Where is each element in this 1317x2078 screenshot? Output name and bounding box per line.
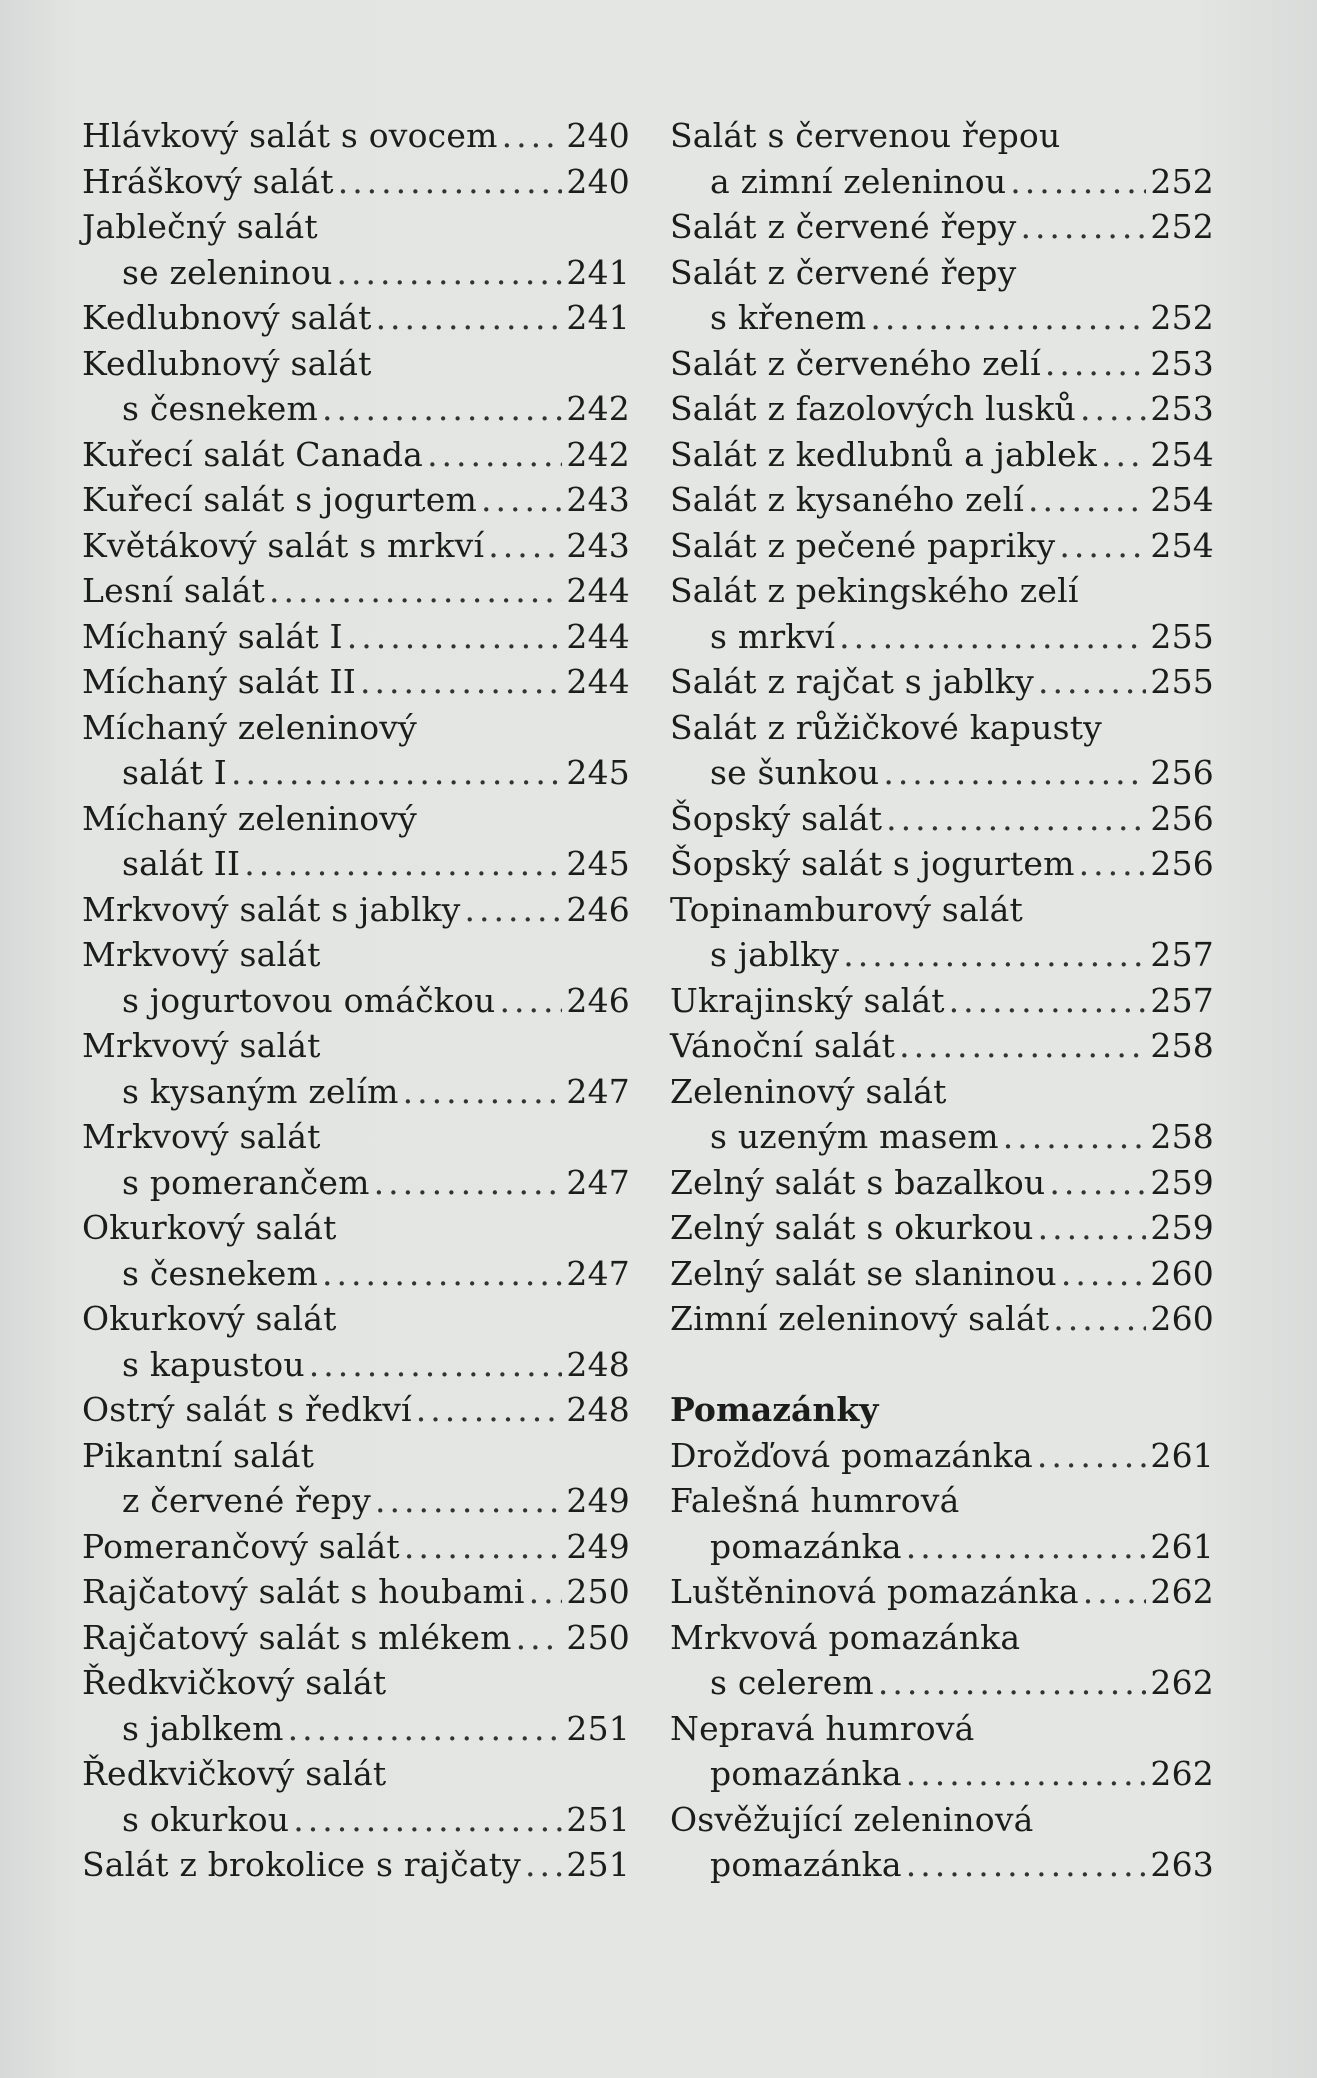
dot-leader bbox=[1020, 204, 1146, 250]
entry-title: Osvěžující zeleninová bbox=[670, 1799, 1034, 1839]
index-entry-line bbox=[82, 113, 630, 159]
index-entry-line bbox=[82, 1569, 630, 1615]
dot-leader bbox=[525, 1842, 562, 1888]
page-number: 243 bbox=[566, 525, 630, 565]
entry-title: Pikantní salát bbox=[82, 1435, 315, 1475]
page-number: 260 bbox=[1150, 1299, 1214, 1338]
entry-title: Salát z brokolice s rajčaty bbox=[82, 1845, 521, 1884]
index-column-left bbox=[82, 113, 630, 1888]
page-number: 242 bbox=[566, 434, 630, 474]
dot-leader bbox=[488, 523, 562, 569]
page-number: 241 bbox=[566, 298, 630, 337]
entry-title: Rajčatový salát s houbami bbox=[82, 1572, 525, 1611]
entry-title: Salát z kysaného zelí bbox=[670, 480, 1025, 519]
entry-title: Okurkový salát bbox=[82, 1299, 337, 1338]
page-number: 261 bbox=[1150, 1435, 1214, 1475]
dot-leader bbox=[376, 295, 563, 341]
entry-title: s mrkví bbox=[710, 616, 836, 656]
index-entry-line bbox=[82, 1342, 630, 1388]
index-entry-line bbox=[670, 1660, 1214, 1706]
index-entry-line bbox=[82, 386, 630, 432]
entry-title: Květákový salát s mrkví bbox=[82, 525, 485, 565]
entry-title: Drožďová pomazánka bbox=[670, 1435, 1033, 1475]
page-number: 263 bbox=[1150, 1845, 1214, 1884]
page-number: 253 bbox=[1150, 389, 1214, 428]
index-entry-line bbox=[82, 1660, 630, 1706]
index-entry-line bbox=[82, 1387, 630, 1433]
entry-title: Topinamburový salát bbox=[670, 889, 1023, 929]
index-entry-line bbox=[82, 841, 630, 887]
dot-leader bbox=[416, 1387, 563, 1433]
entry-title: s česnekem bbox=[122, 389, 318, 428]
page-number: 254 bbox=[1150, 434, 1214, 474]
entry-title: a zimní zeleninou bbox=[710, 161, 1007, 201]
dot-leader bbox=[322, 386, 562, 432]
entry-title: Salát z kedlubnů a jablek bbox=[670, 434, 1097, 474]
page-number: 248 bbox=[566, 1390, 630, 1429]
entry-title: Míchaný zeleninový bbox=[82, 798, 417, 838]
entry-title: Zeleninový salát bbox=[670, 1071, 947, 1111]
dot-leader bbox=[886, 796, 1146, 842]
dot-leader bbox=[427, 432, 562, 478]
entry-title: Šopský salát bbox=[670, 798, 883, 838]
dot-leader bbox=[1083, 1569, 1147, 1615]
entry-title: Okurkový salát bbox=[82, 1208, 337, 1247]
index-entry-line bbox=[82, 1797, 630, 1843]
dot-leader bbox=[843, 932, 1146, 978]
dot-leader bbox=[375, 1478, 562, 1524]
page-number: 251 bbox=[566, 1708, 630, 1748]
dot-leader bbox=[293, 1797, 562, 1843]
page-number: 262 bbox=[1150, 1754, 1214, 1793]
entry-title: s okurkou bbox=[122, 1799, 290, 1839]
index-entry-line bbox=[670, 1251, 1214, 1297]
entry-title: Salát z červené řepy bbox=[670, 252, 1017, 292]
page-number: 256 bbox=[1150, 844, 1214, 883]
index-entry-line bbox=[82, 159, 630, 205]
index-entry-line bbox=[670, 386, 1214, 432]
index-entry-line bbox=[670, 295, 1214, 341]
index-entry-line bbox=[670, 341, 1214, 387]
entry-title: Kuřecí salát s jogurtem bbox=[82, 480, 477, 519]
index-entry-line bbox=[82, 1706, 630, 1752]
page-number: 260 bbox=[1150, 1253, 1214, 1293]
entry-title: Mrkvový salát bbox=[82, 1026, 321, 1065]
page-number: 246 bbox=[566, 980, 630, 1020]
entry-title: s jablky bbox=[710, 935, 840, 974]
page-number: 242 bbox=[566, 389, 630, 428]
dot-leader bbox=[1028, 477, 1146, 523]
page-number: 258 bbox=[1150, 1026, 1214, 1065]
index-entry-line bbox=[82, 477, 630, 523]
dot-leader bbox=[870, 295, 1146, 341]
entry-title: Mrkvová pomazánka bbox=[670, 1617, 1021, 1657]
dot-leader bbox=[516, 1615, 563, 1661]
index-entry-line bbox=[82, 887, 630, 933]
index-entry-line bbox=[670, 568, 1214, 614]
dot-leader bbox=[322, 1251, 562, 1297]
entry-title: Nepravá humrová bbox=[670, 1708, 975, 1748]
dot-leader bbox=[949, 978, 1147, 1024]
page-number: 259 bbox=[1150, 1162, 1214, 1202]
entry-title: Zelný salát se slaninou bbox=[670, 1253, 1057, 1293]
dot-leader bbox=[1061, 1251, 1147, 1297]
index-entry-line bbox=[670, 978, 1214, 1024]
dot-leader bbox=[288, 1706, 563, 1752]
page-number: 249 bbox=[566, 1526, 630, 1566]
page-number: 245 bbox=[566, 844, 630, 883]
entry-title: s pomerančem bbox=[122, 1162, 370, 1202]
entry-title: Mrkvový salát bbox=[82, 1117, 321, 1156]
index-entry-line bbox=[670, 1615, 1214, 1661]
section-entries bbox=[670, 1433, 1214, 1888]
page-number: 249 bbox=[566, 1481, 630, 1520]
page-number: 246 bbox=[566, 889, 630, 929]
index-entry-line bbox=[670, 1296, 1214, 1342]
index-entry-line bbox=[670, 1751, 1214, 1797]
dot-leader bbox=[883, 750, 1146, 796]
index-entry-line bbox=[82, 796, 630, 842]
index-entry-line bbox=[670, 159, 1214, 205]
page-number: 247 bbox=[566, 1162, 630, 1202]
index-entry-line bbox=[670, 614, 1214, 660]
index-entry-line bbox=[670, 1797, 1214, 1843]
index-entry-line bbox=[82, 705, 630, 751]
page-number: 245 bbox=[566, 753, 630, 792]
entry-title: Salát z fazolových lusků bbox=[670, 389, 1077, 428]
index-entry-line bbox=[670, 1706, 1214, 1752]
index-entry-line bbox=[670, 113, 1214, 159]
index-entry-line bbox=[82, 568, 630, 614]
entry-title: Kedlubnový salát bbox=[82, 343, 372, 383]
entry-title: Míchaný salát II bbox=[82, 662, 356, 701]
entry-title: se zeleninou bbox=[122, 252, 333, 292]
dot-leader bbox=[500, 978, 563, 1024]
entry-title: pomazánka bbox=[710, 1754, 902, 1793]
dot-leader bbox=[337, 250, 563, 296]
index-entry-line bbox=[670, 750, 1214, 796]
page-number: 262 bbox=[1150, 1572, 1214, 1611]
index-entry-line bbox=[82, 1478, 630, 1524]
page-number: 240 bbox=[566, 161, 630, 201]
entry-title: s česnekem bbox=[122, 1253, 318, 1293]
dot-leader bbox=[906, 1842, 1147, 1888]
index-entry-line bbox=[82, 1160, 630, 1206]
page-number: 262 bbox=[1150, 1663, 1214, 1702]
page-number: 251 bbox=[566, 1799, 630, 1839]
index-entry-line bbox=[670, 523, 1214, 569]
index-entry-line bbox=[670, 659, 1214, 705]
entry-title: Hlávkový salát s ovocem bbox=[82, 116, 498, 155]
index-entry-line bbox=[82, 250, 630, 296]
page-number: 257 bbox=[1150, 980, 1214, 1020]
entry-title: Kuřecí salát Canada bbox=[82, 434, 424, 474]
page-number: 244 bbox=[566, 571, 630, 610]
entry-title: salát II bbox=[122, 844, 241, 883]
index-entry-line bbox=[82, 614, 630, 660]
index-entry-line bbox=[670, 1842, 1214, 1888]
index-entry-line bbox=[82, 750, 630, 796]
page-number: 250 bbox=[566, 1572, 630, 1611]
entry-title: Ukrajinský salát bbox=[670, 980, 945, 1020]
page-number: 252 bbox=[1150, 298, 1214, 337]
entry-title: Mrkvový salát bbox=[82, 935, 321, 974]
index-entry-line bbox=[670, 1069, 1214, 1115]
dot-leader bbox=[374, 1160, 563, 1206]
index-entry-line bbox=[670, 1478, 1214, 1524]
page-number: 253 bbox=[1150, 343, 1214, 383]
page-number: 252 bbox=[1150, 207, 1214, 246]
index-entry-line bbox=[82, 1023, 630, 1069]
dot-leader bbox=[347, 614, 563, 660]
entry-title: s uzeným masem bbox=[710, 1117, 999, 1156]
index-entry-line bbox=[670, 1160, 1214, 1206]
entry-title: Jablečný salát bbox=[82, 207, 318, 246]
page-number: 255 bbox=[1150, 616, 1214, 656]
dot-leader bbox=[481, 477, 562, 523]
dot-leader bbox=[360, 659, 562, 705]
entry-title: s jablkem bbox=[122, 1708, 284, 1748]
entry-title: Ředkvičkový salát bbox=[82, 1754, 387, 1793]
entry-title: Kedlubnový salát bbox=[82, 298, 372, 337]
dot-leader bbox=[404, 1524, 563, 1570]
dot-leader bbox=[1037, 1433, 1147, 1479]
index-entry-line bbox=[82, 1842, 630, 1888]
index-entry-line bbox=[82, 1524, 630, 1570]
index-entry-line bbox=[82, 1615, 630, 1661]
dot-leader bbox=[403, 1069, 563, 1115]
right-entries bbox=[670, 113, 1214, 1342]
index-entry-line bbox=[82, 523, 630, 569]
dot-leader bbox=[1080, 386, 1146, 432]
dot-leader bbox=[906, 1751, 1147, 1797]
index-entry-line bbox=[670, 1433, 1214, 1479]
entry-title: Rajčatový salát s mlékem bbox=[82, 1617, 512, 1657]
dot-leader bbox=[1053, 1296, 1146, 1342]
entry-title: Salát z pečené papriky bbox=[670, 525, 1056, 565]
index-entry-line bbox=[670, 1569, 1214, 1615]
entry-title: z červené řepy bbox=[122, 1481, 371, 1520]
index-entry-line bbox=[82, 932, 630, 978]
entry-title: Zelný salát s bazalkou bbox=[670, 1162, 1046, 1202]
page-number: 244 bbox=[566, 662, 630, 701]
page-number: 256 bbox=[1150, 798, 1214, 838]
entry-title: Mrkvový salát s jablky bbox=[82, 889, 461, 929]
index-entry-line bbox=[670, 432, 1214, 478]
entry-title: Salát z červeného zelí bbox=[670, 343, 1041, 383]
entry-title: s kysaným zelím bbox=[122, 1071, 399, 1111]
entry-title: Salát z růžičkové kapusty bbox=[670, 707, 1103, 747]
entry-title: Vánoční salát bbox=[670, 1026, 896, 1065]
page-number: 255 bbox=[1150, 662, 1214, 701]
entry-title: Míchaný zeleninový bbox=[82, 707, 417, 747]
entry-title: Zimní zeleninový salát bbox=[670, 1299, 1050, 1338]
entry-title: se šunkou bbox=[710, 753, 880, 792]
dot-leader bbox=[1010, 159, 1146, 205]
index-entry-line bbox=[82, 1433, 630, 1479]
index-entry-line bbox=[670, 1114, 1214, 1160]
index-entry-line bbox=[82, 1296, 630, 1342]
dot-leader bbox=[465, 887, 563, 933]
page-number: 243 bbox=[566, 480, 630, 519]
index-entry-line bbox=[82, 1069, 630, 1115]
page-number: 240 bbox=[566, 116, 630, 155]
index-entry-line bbox=[82, 341, 630, 387]
dot-leader bbox=[1038, 659, 1146, 705]
index-entry-line bbox=[82, 1114, 630, 1160]
entry-title: Šopský salát s jogurtem bbox=[670, 844, 1075, 883]
page-number: 254 bbox=[1150, 480, 1214, 519]
page-number: 254 bbox=[1150, 525, 1214, 565]
entry-title: Míchaný salát I bbox=[82, 616, 343, 656]
dot-leader bbox=[1059, 523, 1146, 569]
index-entry-line bbox=[670, 1524, 1214, 1570]
dot-leader bbox=[1038, 1205, 1147, 1251]
index-entry-line bbox=[82, 1751, 630, 1797]
index-entry-line bbox=[82, 659, 630, 705]
page-number: 257 bbox=[1150, 935, 1214, 974]
dot-leader bbox=[529, 1569, 563, 1615]
index-entry-line bbox=[670, 887, 1214, 933]
page-number: 248 bbox=[566, 1344, 630, 1384]
index-entry-line bbox=[82, 1205, 630, 1251]
entry-title: Luštěninová pomazánka bbox=[670, 1572, 1079, 1611]
entry-title: Zelný salát s okurkou bbox=[670, 1208, 1034, 1247]
index-entry-line bbox=[670, 250, 1214, 296]
entry-title: s kapustou bbox=[122, 1344, 305, 1384]
index-entry-line bbox=[670, 477, 1214, 523]
dot-leader bbox=[309, 1342, 563, 1388]
dot-leader bbox=[878, 1660, 1146, 1706]
page-number: 241 bbox=[566, 252, 630, 292]
dot-leader bbox=[502, 113, 563, 159]
entry-title: Falešná humrová bbox=[670, 1481, 960, 1520]
dot-leader bbox=[1049, 1160, 1146, 1206]
index-entry-line bbox=[82, 978, 630, 1024]
entry-title: Pomerančový salát bbox=[82, 1526, 400, 1566]
entry-title: Lesní salát bbox=[82, 571, 265, 610]
index-entry-line bbox=[670, 705, 1214, 751]
index-entry-line bbox=[82, 295, 630, 341]
page-number: 247 bbox=[566, 1253, 630, 1293]
entry-title: s celerem bbox=[710, 1663, 874, 1702]
entry-title: pomazánka bbox=[710, 1526, 902, 1566]
entry-title: Ostrý salát s ředkví bbox=[82, 1390, 412, 1429]
entry-title: pomazánka bbox=[710, 1845, 902, 1884]
index-column-right bbox=[670, 113, 1214, 1888]
index-entry-line bbox=[670, 204, 1214, 250]
index-entry-line bbox=[670, 841, 1214, 887]
dot-leader bbox=[244, 841, 562, 887]
page-number: 256 bbox=[1150, 753, 1214, 792]
dot-leader bbox=[906, 1524, 1147, 1570]
dot-leader bbox=[1003, 1114, 1147, 1160]
index-entry-line bbox=[670, 1205, 1214, 1251]
dot-leader bbox=[231, 750, 562, 796]
page-number: 252 bbox=[1150, 161, 1214, 201]
dot-leader bbox=[1045, 341, 1146, 387]
entry-title: Salát z červené řepy bbox=[670, 207, 1017, 246]
page-number: 247 bbox=[566, 1071, 630, 1111]
index-entry-line bbox=[670, 932, 1214, 978]
dot-leader bbox=[839, 614, 1146, 660]
page-number: 258 bbox=[1150, 1117, 1214, 1156]
index-entry-line bbox=[82, 432, 630, 478]
entry-title: salát I bbox=[122, 753, 228, 792]
page-number: 251 bbox=[566, 1845, 630, 1884]
index-entry-line bbox=[82, 204, 630, 250]
index-entry-line bbox=[670, 796, 1214, 842]
entry-title: Salát z rajčat s jablky bbox=[670, 662, 1034, 701]
dot-leader bbox=[269, 568, 562, 614]
entry-title: Hráškový salát bbox=[82, 161, 334, 201]
page-number: 261 bbox=[1150, 1526, 1214, 1566]
entry-title: s jogurtovou omáčkou bbox=[122, 980, 496, 1020]
index-entry-line bbox=[82, 1251, 630, 1297]
entry-title: Salát s červenou řepou bbox=[670, 116, 1061, 155]
page-number: 244 bbox=[566, 616, 630, 656]
index-entry-line bbox=[670, 1023, 1214, 1069]
entry-title: s křenem bbox=[710, 298, 867, 337]
dot-leader bbox=[338, 159, 563, 205]
page-number: 259 bbox=[1150, 1208, 1214, 1247]
entry-title: Ředkvičkový salát bbox=[82, 1663, 387, 1702]
dot-leader bbox=[1101, 432, 1146, 478]
section-heading: Pomazánky bbox=[670, 1390, 879, 1429]
dot-leader bbox=[1079, 841, 1147, 887]
dot-leader bbox=[899, 1023, 1146, 1069]
entry-title: Salát z pekingského zelí bbox=[670, 571, 1079, 610]
page-number: 250 bbox=[566, 1617, 630, 1657]
